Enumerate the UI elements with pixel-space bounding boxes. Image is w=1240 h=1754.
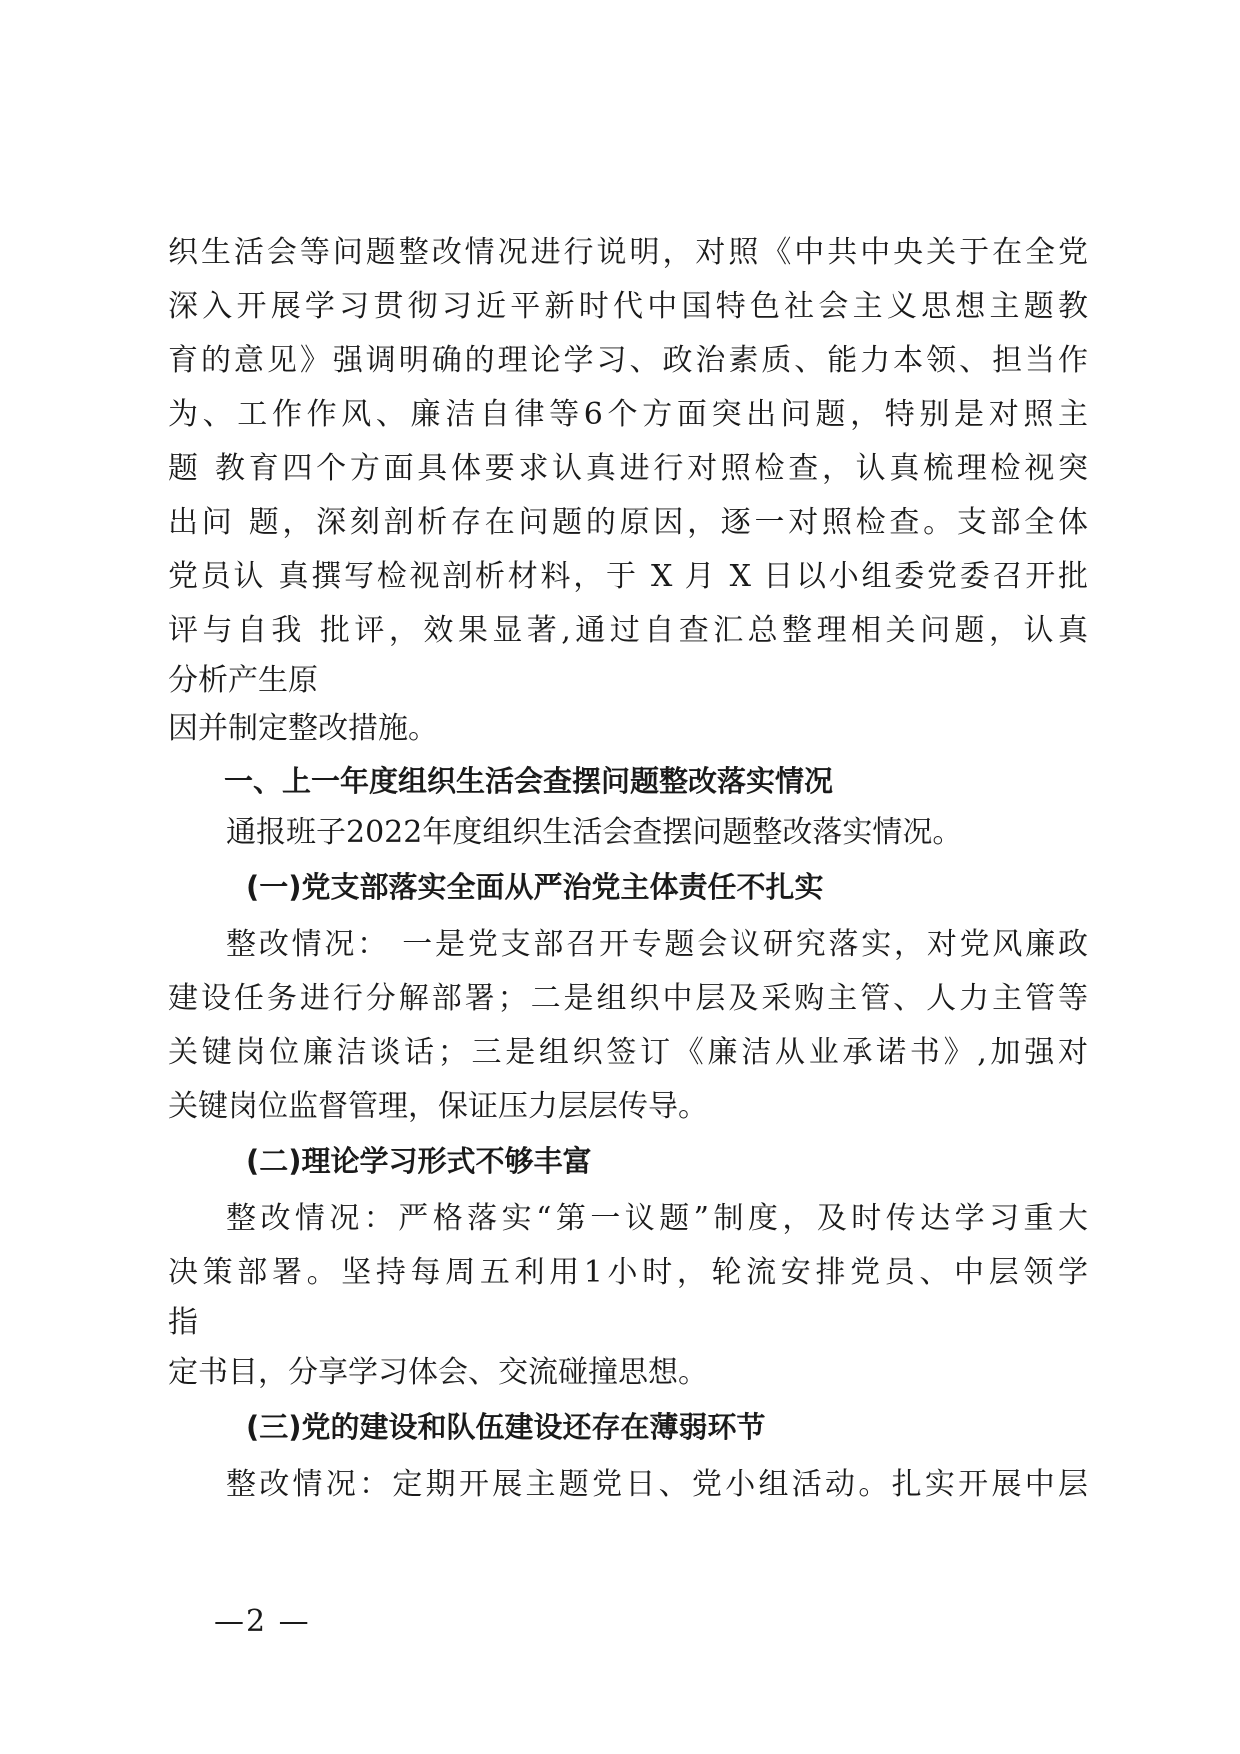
paragraph-line: 决策部署。坚持每周五利用1小时，轮流安排党员、中层领学 — [168, 1255, 1088, 1290]
subsection-heading: (三)党的建设和队伍建设还存在薄弱环节 — [246, 1410, 766, 1444]
paragraph-line: 整改情况：定期开展主题党日、党小组活动。扎实开展中层 — [226, 1467, 1088, 1502]
paragraph-line: 关键岗位监督管理，保证压力层层传导。 — [168, 1089, 708, 1124]
intro-line: 因并制定整改措施。 — [168, 711, 438, 746]
section-summary: 通报班子2022年度组织生活会查摆问题整改落实情况。 — [226, 815, 963, 850]
paragraph-line: 整改情况： 一是党支部召开专题会议研究落实，对党风廉政 — [226, 927, 1088, 962]
intro-line: 题 教育四个方面具体要求认真进行对照检查，认真梳理检视突 — [168, 451, 1088, 486]
paragraph-line: 关键岗位廉洁谈话；三是组织签订《廉洁从业承诺书》,加强对 — [168, 1035, 1088, 1070]
page-number: —2 — — [214, 1604, 311, 1639]
subsection-heading: (二)理论学习形式不够丰富 — [246, 1144, 592, 1178]
paragraph-line: 整改情况：严格落实“第一议题”制度，及时传达学习重大 — [226, 1201, 1088, 1236]
paragraph-line: 定书目，分享学习体会、交流碰撞思想。 — [168, 1355, 708, 1390]
intro-line: 深入开展学习贯彻习近平新时代中国特色社会主义思想主题教 — [168, 289, 1088, 324]
intro-line: 党员认 真撰写检视剖析材料，于 X 月 X 日以小组委党委召开批 — [168, 559, 1088, 594]
paragraph-line: 建设任务进行分解部署；二是组织中层及采购主管、人力主管等 — [168, 981, 1088, 1016]
intro-line: 分析产生原 — [168, 663, 318, 698]
subsection-heading: (一)党支部落实全面从严治党主体责任不扎实 — [246, 870, 824, 904]
intro-line: 评与自我 批评，效果显著,通过自查汇总整理相关问题，认真 — [168, 613, 1088, 648]
section-heading: 一、上一年度组织生活会查摆问题整改落实情况 — [224, 764, 834, 798]
intro-line: 为、工作作风、廉洁自律等6个方面突出问题，特别是对照主 — [168, 397, 1088, 432]
intro-line: 织生活会等问题整改情况进行说明，对照《中共中央关于在全党 — [168, 235, 1088, 270]
intro-line: 育的意见》强调明确的理论学习、政治素质、能力本领、担当作 — [168, 343, 1088, 378]
intro-line: 出问 题，深刻剖析存在问题的原因，逐一对照检查。支部全体 — [168, 505, 1088, 540]
paragraph-line: 指 — [168, 1305, 198, 1340]
